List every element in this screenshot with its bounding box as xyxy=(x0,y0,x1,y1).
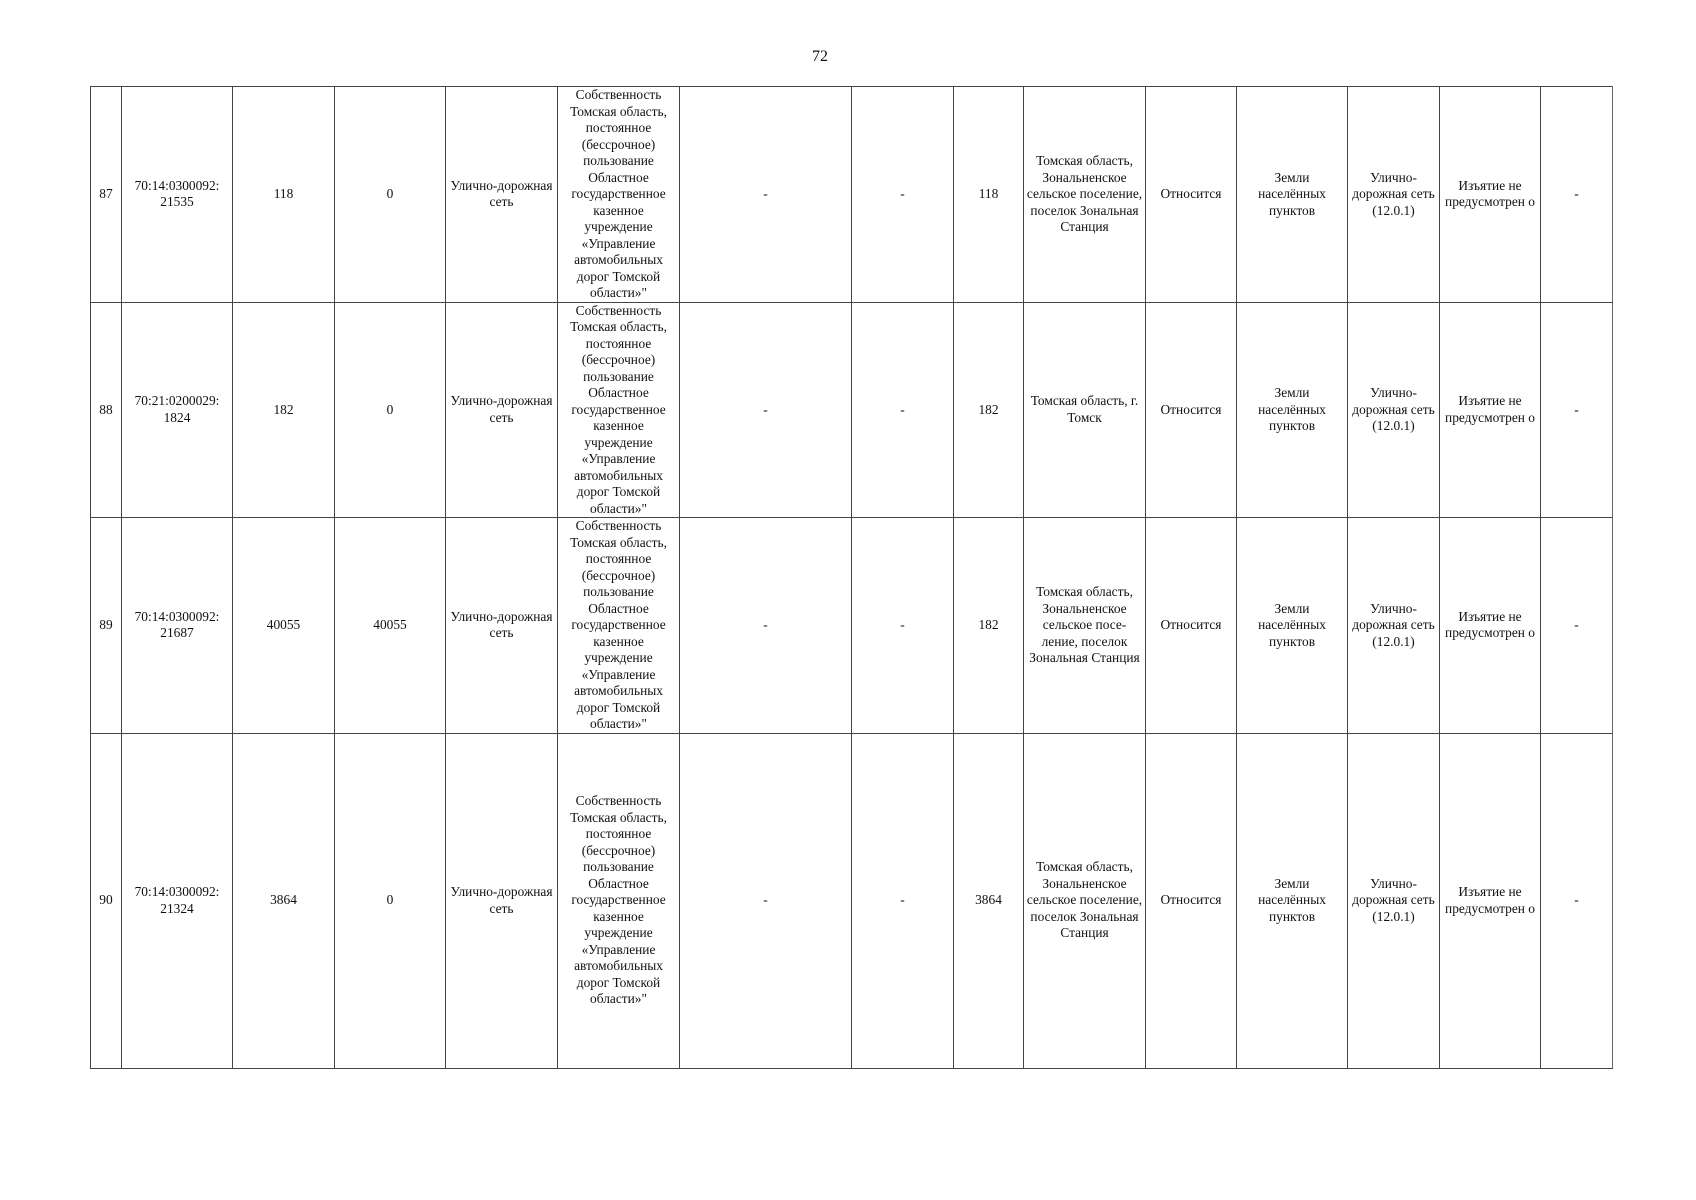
area-cell: 3864 xyxy=(233,733,335,1068)
empty-value-cell: - xyxy=(680,733,852,1068)
area-cell: 118 xyxy=(233,87,335,303)
land-use-cell: Улично-дорожная сеть xyxy=(446,518,558,734)
empty-value-cell: - xyxy=(1541,87,1613,303)
permitted-use-cell: Улично-дорожная сеть (12.0.1) xyxy=(1348,518,1440,734)
permitted-use-cell: Улично-дорожная сеть (12.0.1) xyxy=(1348,87,1440,303)
empty-value-cell: - xyxy=(680,518,852,734)
empty-value-cell: - xyxy=(1541,302,1613,518)
land-use-cell: Улично-дорожная сеть xyxy=(446,733,558,1068)
relation-cell: Относится xyxy=(1146,87,1237,303)
location-cell: Томская область, Зональненское сельское посе-ление, поселок Зональная Станция xyxy=(1024,518,1146,734)
empty-value-cell: - xyxy=(680,87,852,303)
relation-cell: Относится xyxy=(1146,518,1237,734)
row-number-cell: 88 xyxy=(91,302,122,518)
empty-value-cell: - xyxy=(680,302,852,518)
row-number-cell: 87 xyxy=(91,87,122,303)
land-category-cell: Земли населённых пунктов xyxy=(1237,302,1348,518)
table-row xyxy=(91,518,1613,734)
page-number: 72 xyxy=(812,48,828,65)
land-use-cell: Улично-дорожная сеть xyxy=(446,87,558,303)
cadastral-number-cell: 70:14:0300092: 21535 xyxy=(122,87,233,303)
row-number-cell: 89 xyxy=(91,518,122,734)
ownership-cell: Собственность Томская область, постоянное (бессрочное) пользование Областное государственное казенное учреждение «Управление автомобильных дорог Томской области»" xyxy=(558,733,680,1068)
area-secondary-cell: 0 xyxy=(335,733,446,1068)
area-secondary-cell: 0 xyxy=(335,302,446,518)
row-number-cell: 90 xyxy=(91,733,122,1068)
location-cell: Томская область, Зональненское сельское поселение, поселок Зональная Станция xyxy=(1024,733,1146,1068)
ownership-cell: Собственность Томская область, постоянное (бессрочное) пользование Областное государственное казенное учреждение «Управление автомобильных дорог Томской области»" xyxy=(558,518,680,734)
ownership-cell: Собственность Томская область, постоянное (бессрочное) пользование Областное государственное казенное учреждение «Управление автомобильных дорог Томской области»" xyxy=(558,302,680,518)
area-tertiary-cell: 3864 xyxy=(954,733,1024,1068)
empty-value-cell: - xyxy=(852,87,954,303)
table-row xyxy=(91,733,1613,1068)
area-tertiary-cell: 182 xyxy=(954,302,1024,518)
cadastral-number-cell: 70:14:0300092: 21687 xyxy=(122,518,233,734)
land-category-cell: Земли населённых пунктов xyxy=(1237,518,1348,734)
area-tertiary-cell: 118 xyxy=(954,87,1024,303)
empty-value-cell: - xyxy=(852,733,954,1068)
area-cell: 182 xyxy=(233,302,335,518)
seizure-cell: Изъятие не предусмотрен о xyxy=(1440,518,1541,734)
location-cell: Томская область, Зональненское сельское поселение, поселок Зональная Станция xyxy=(1024,87,1146,303)
area-tertiary-cell: 182 xyxy=(954,518,1024,734)
relation-cell: Относится xyxy=(1146,733,1237,1068)
location-cell: Томская область, г. Томск xyxy=(1024,302,1146,518)
empty-value-cell: - xyxy=(1541,733,1613,1068)
empty-value-cell: - xyxy=(852,302,954,518)
area-secondary-cell: 0 xyxy=(335,87,446,303)
ownership-cell: Собственность Томская область, постоянное (бессрочное) пользование Областное государственное казенное учреждение «Управление автомобильных дорог Томской области»" xyxy=(558,87,680,303)
land-category-cell: Земли населённых пунктов xyxy=(1237,87,1348,303)
land-plot-registry-table xyxy=(90,86,1613,1069)
area-secondary-cell: 40055 xyxy=(335,518,446,734)
permitted-use-cell: Улично-дорожная сеть (12.0.1) xyxy=(1348,302,1440,518)
empty-value-cell: - xyxy=(1541,518,1613,734)
land-use-cell: Улично-дорожная сеть xyxy=(446,302,558,518)
cadastral-number-cell: 70:14:0300092: 21324 xyxy=(122,733,233,1068)
seizure-cell: Изъятие не предусмотрен о xyxy=(1440,87,1541,303)
table-row xyxy=(91,87,1613,303)
seizure-cell: Изъятие не предусмотрен о xyxy=(1440,733,1541,1068)
seizure-cell: Изъятие не предусмотрен о xyxy=(1440,302,1541,518)
area-cell: 40055 xyxy=(233,518,335,734)
land-category-cell: Земли населённых пунктов xyxy=(1237,733,1348,1068)
relation-cell: Относится xyxy=(1146,302,1237,518)
permitted-use-cell: Улично-дорожная сеть (12.0.1) xyxy=(1348,733,1440,1068)
empty-value-cell: - xyxy=(852,518,954,734)
table-row xyxy=(91,302,1613,518)
cadastral-number-cell: 70:21:0200029: 1824 xyxy=(122,302,233,518)
